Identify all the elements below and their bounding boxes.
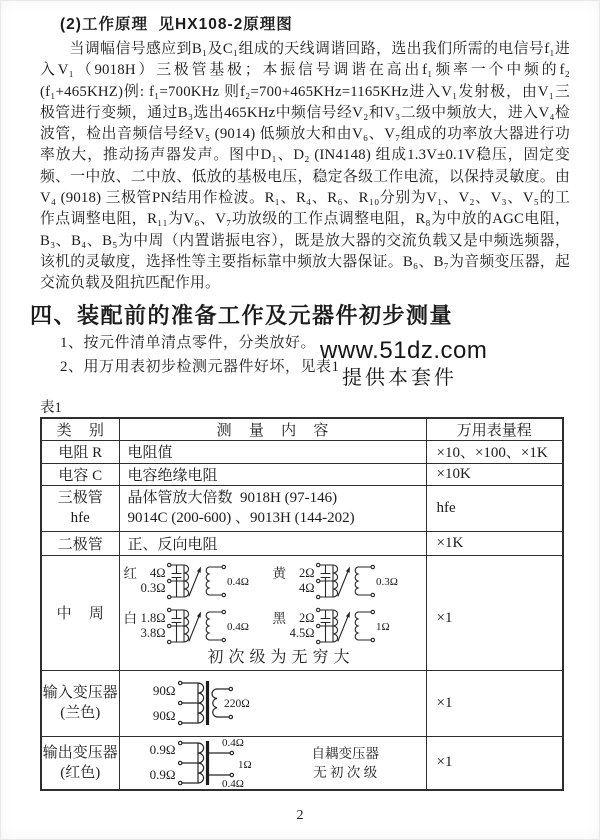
output-transformer-content xyxy=(119,736,426,790)
transistor-content: 晶体管放大倍数 9018H (97-146) 9014C (200-600) 、9013H (144-202) xyxy=(119,485,426,531)
table-row-resistor xyxy=(41,440,563,463)
if-diagram-black xyxy=(273,604,408,648)
header-range: 万用表量程 xyxy=(426,418,563,441)
if-color-label: 黑 xyxy=(272,610,286,626)
header-category: 类 别 xyxy=(41,418,119,441)
if-secondary-value: 0.4Ω xyxy=(226,575,249,588)
output-transformer-note: 自耦变压器 无 初 次 级 xyxy=(311,745,379,780)
diode-range: ×1K xyxy=(426,531,563,555)
if-caption: 初次级为无穷大 xyxy=(207,648,355,666)
if-secondary-value: 0.4Ω xyxy=(226,620,249,633)
capacitor-category: 电容 C xyxy=(41,463,119,485)
table-label: 表1 xyxy=(40,399,62,416)
if-primary-top-value: 4Ω xyxy=(149,565,166,580)
if-primary-top-value: 2Ω xyxy=(298,610,315,625)
output-secondary-bottom-value: 0.4Ω xyxy=(221,777,244,789)
if-diagram-white xyxy=(124,604,259,648)
if-primary-bottom-value: 3.8Ω xyxy=(140,625,166,640)
capacitor-range: ×10K xyxy=(426,463,563,485)
table-row-capacitor xyxy=(41,463,563,485)
watermark-tagline: 提供本套件 xyxy=(342,367,457,389)
if-category: 中 周 xyxy=(41,555,119,670)
table-row-input-transformer xyxy=(41,670,563,736)
input-transformer-category: 输入变压器 (兰色) xyxy=(41,670,119,736)
if-content-cell xyxy=(119,555,426,670)
table-header-row xyxy=(41,418,563,441)
step-item-1: 1、按元件清单清点零件，分类放好。 xyxy=(60,334,317,351)
if-diagram-red xyxy=(124,559,259,603)
if-color-label: 红 xyxy=(123,565,137,581)
transistor-range: hfe xyxy=(426,485,563,531)
input-transformer-schematic-icon xyxy=(178,677,272,729)
if-diagram-yellow xyxy=(273,559,408,603)
if-primary-bottom-value: 4.5Ω xyxy=(289,625,315,640)
page-number: 2 xyxy=(296,808,304,823)
if-transformer-schematic-icon xyxy=(167,559,259,603)
if-primary-top-value: 1.8Ω xyxy=(140,610,166,625)
if-range: ×1 xyxy=(426,555,563,670)
if-primary-bottom-value: 0.3Ω xyxy=(140,580,166,595)
input-primary-top-value: 90Ω xyxy=(152,682,176,698)
operating-principle-paragraph: 当调幅信号感应到B₁及C₁组成的天线调谐回路，选出我们所需的电信号f₁进入V₁（9018H）三极管基极；本振信号调谐在高出f₁频率一个中频的f₂ (f₁+465KHZ)例: f₁=700KHz 则f₂=700+465KHz=1165KHz进入V₁发射极，由V₁三极管进行变频，通过B₃选出465KHz中频信号经V₂和V₃二级中频放大，进入V₄检波管，检出音频信号经V₅ (9014) 低频放大和由V₆、V₇组成的功率放大器进行功率放大，推动扬声器发声。图中D₁、D₂ (IN4148) 组成1.3V±0.1V稳压，固定变频、一中放、二中放、低放的基极电压，稳定各级工作电流，以保持灵敏度。由V₄ (9018) 三极管PN结用作检波。R₁、R₄、R₆、R₁₀分别为V₁、V₂、V₃、V₅的工作点调整电阻，R₁₁为V₆、V₇功放级的工作点调整电阻，R₈为中放的AGC电阻，B₃、B₄、B₅为中周（内置谐振电容），既是放大器的交流负载又是中频选频器，该机的灵敏度，选择性等主要指标靠中频放大器保证。B₆、B₇为音频变压器，起交流负载及阻抗匹配作用。 xyxy=(40,41,570,292)
output-transformer-range: ×1 xyxy=(426,736,563,790)
if-primary-top-value: 2Ω xyxy=(298,565,315,580)
if-transformer-schematic-icon xyxy=(316,559,408,603)
table-row-if-transformer xyxy=(41,555,563,670)
table-row-diode xyxy=(41,531,563,555)
input-primary-bottom-value: 90Ω xyxy=(152,707,176,723)
output-secondary-mid-value: 1Ω xyxy=(237,758,252,771)
if-color-label: 黄 xyxy=(272,565,286,581)
output-transformer-category: 输出变压器 (红色) xyxy=(41,736,119,790)
capacitor-content: 电容绝缘电阻 xyxy=(119,463,426,485)
if-transformer-schematic-icon xyxy=(167,604,259,648)
section-heading: 四、装配前的准备工作及元器件初步测量 xyxy=(30,302,454,328)
resistor-category: 电阻 R xyxy=(41,440,119,463)
if-diagram-grid xyxy=(124,559,424,648)
if-transformer-schematic-icon xyxy=(316,604,408,648)
input-transformer-range: ×1 xyxy=(426,670,563,736)
if-secondary-value: 1Ω xyxy=(375,620,390,633)
step-item-2: 2、用万用表初步检测元器件好坏，见表1 xyxy=(60,358,340,375)
measurement-table xyxy=(40,417,564,791)
transistor-category: 三极管 hfe xyxy=(41,485,119,531)
resistor-content: 电阻值 xyxy=(119,440,426,463)
output-primary-bottom-value: 0.9Ω xyxy=(149,767,176,783)
input-secondary-value: 220Ω xyxy=(223,698,250,711)
output-primary-top-value: 0.9Ω xyxy=(149,742,176,758)
diode-category: 二极管 xyxy=(41,531,119,555)
table-row-output-transformer xyxy=(41,736,563,790)
if-color-label: 白 xyxy=(123,610,137,626)
input-transformer-content xyxy=(119,670,426,736)
output-transformer-schematic-icon xyxy=(178,737,278,789)
output-secondary-top-value: 0.4Ω xyxy=(221,736,244,749)
table-row-transistor xyxy=(41,485,563,531)
header-content: 测 量 内 容 xyxy=(119,418,426,441)
resistor-range: ×10、×100、×1K xyxy=(426,440,563,463)
subsection-title: (2)工作原理 见HX108-2原理图 xyxy=(60,16,293,33)
if-secondary-value: 0.3Ω xyxy=(375,575,398,588)
diode-content: 正、反向电阻 xyxy=(119,531,426,555)
if-primary-bottom-value: 4Ω xyxy=(298,580,315,595)
watermark-url: www.51dz.com xyxy=(320,337,488,364)
